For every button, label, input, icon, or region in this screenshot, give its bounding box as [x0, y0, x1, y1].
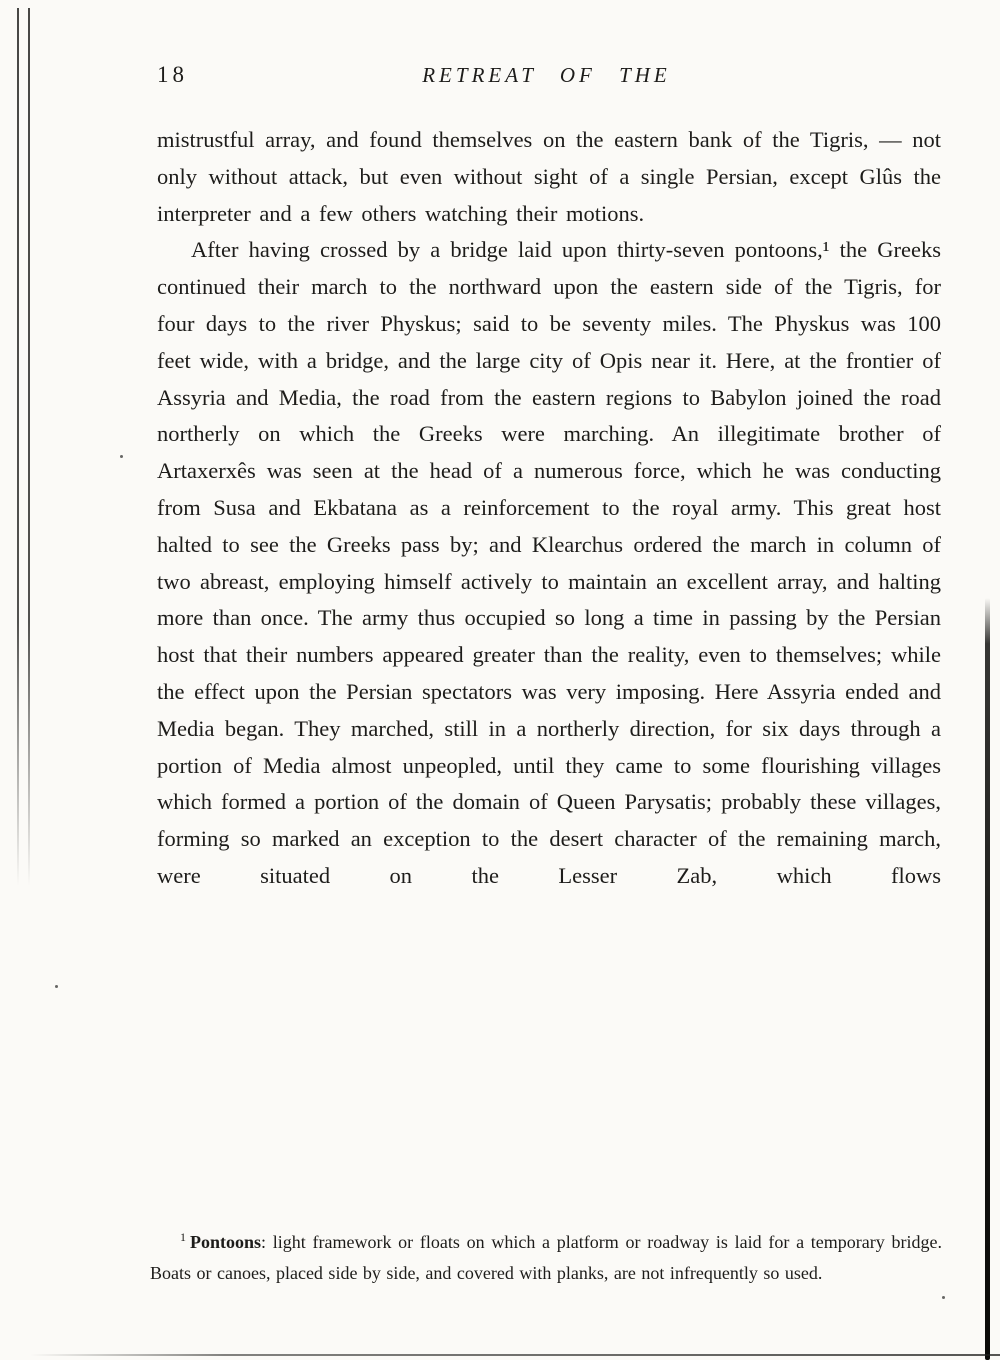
page-edge-shadow [985, 598, 990, 1360]
scan-speckle [55, 985, 58, 988]
binding-rule-outer [17, 8, 19, 886]
scan-speckle [942, 1296, 945, 1299]
running-head: RETREAT OF THE [422, 63, 671, 87]
footnote [150, 1222, 942, 1288]
paragraph-main: After having crossed by a bridge laid upon thirty-seven pontoons,¹ the Greeks continued their march to the northward upon the eastern side of the Tigris, for four days to the river Physkus; said to be seventy miles. The Physkus was 100 feet wide, with a bridge, and the large city of Opis near it. Here, at the frontier of Assyria and Media, the road from the eastern regions to Babylon joined the road northerly on which the Greeks were marching. An illegitimate brother of Artaxerxês was seen at the head of a numerous force, which he was conducting from Susa and Ekbatana as a reinforcement to the royal army. This great host halted to see the Greeks pass by; and Klearchus ordered the march in column of two abreast, employing himself actively to maintain an excellent array, and halting more than once. The army thus occupied so long a time in passing by the Persian host that their numbers appeared greater than the reality, even to themselves; while the effect upon the Persian spectators was very imposing. Here Assyria ended and Media began. They marched, still in a northerly direction, for six days through a portion of Media almost unpeopled, until they came to some flourishing villages which formed a portion of the domain of Queen Parysatis; probably these villages, forming so marked an exception to the desert character of the remaining march, were situated on the Lesser Zab, which flows [157, 237, 941, 888]
footnote-term: Pontoons [190, 1232, 262, 1252]
page-number: 18 [157, 62, 188, 87]
page-bottom-edge [30, 1354, 1000, 1356]
page-header [155, 62, 938, 92]
paragraph-continuation: mistrustful array, and found themselves on the eastern bank of the Tigris, — not only without attack, but even without sight of a single Persian, except Glûs the interpreter and a few others watching their motions. [157, 127, 941, 226]
scan-speckle [120, 455, 123, 458]
binding-rule-inner [28, 8, 30, 886]
footnote-marker: 1 [180, 1230, 186, 1244]
footnote-text: : light framework or floats on which a platform or roadway is laid for a temporary bridge. Boats or canoes, placed side by side, and covered with planks, are not infrequently so used. [150, 1232, 942, 1283]
footnote-paragraph [150, 1222, 942, 1288]
page-body [157, 122, 941, 895]
